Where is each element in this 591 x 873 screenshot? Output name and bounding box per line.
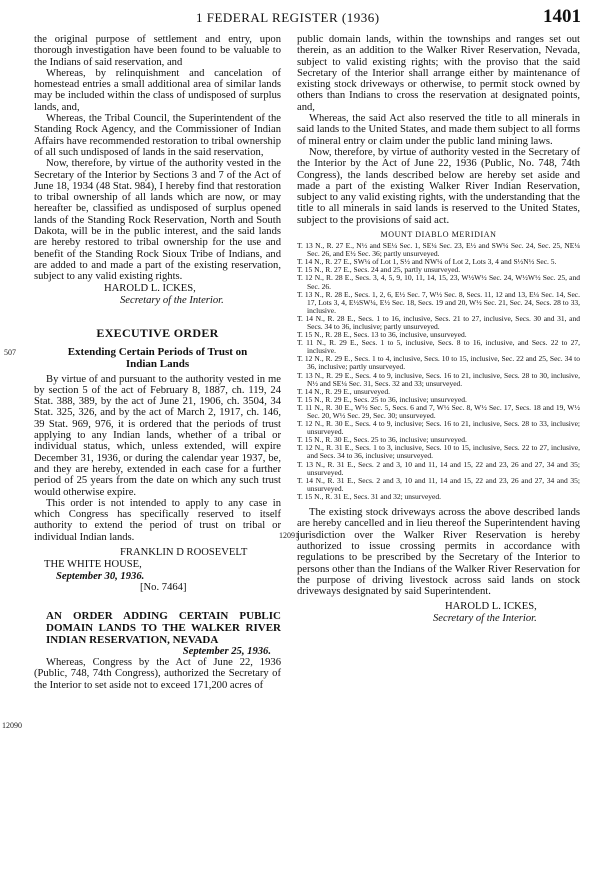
land-description-list — [297, 242, 580, 501]
paragraph: the original purpose of settlement and entry, upon thorough investigation have been found to be valuable to the Indians of said reservation, and — [34, 34, 281, 68]
land-description: T. 15 N., R. 27 E., Secs. 24 and 25, partly unsurveyed. — [297, 265, 461, 275]
paragraph: Whereas, by relinquishment and cancelation of homestead entries a small additional area of similar lands may be included within the class of undisposed of surplus lands, and, — [34, 67, 281, 113]
meridian-heading: MOUNT DIABLO MERIDIAN — [380, 230, 497, 240]
issuing-office: THE WHITE HOUSE, — [44, 558, 142, 570]
signature-name: HAROLD L. ICKES, — [104, 282, 196, 294]
paragraph: public domain lands, within the townships and ranges set out therein, as an addition to the Walker River Reservation, Nevada, subject to valid existing rights; with the proviso that the said Secretary of the Interior shall arrange either by maintenance of existing stock driveways or otherwise, to permit stock owned by others than Indians to cross the reservation at designated points, and, — [297, 34, 580, 113]
land-description: T. 13 N., R. 28 E., Secs. 1, 2, 6, E½ Sec. 7, W½ Sec. 8, Secs. 11, 12 and 13, E¼ Sec. 14, Sec. 17, Lots 3, 4, E½SW¼, E½ Sec. 18, Secs. 19 and 20, W½ Sec. 21, Sec. 24, Secs. 28 to 33, inclusive. — [297, 289, 580, 315]
land-description: T. 14 N., R. 31 E., Secs. 2 and 3, 10 and 11, 14 and 15, 22 and 23, 26 and 27, 34 and 35; unsurveyed. — [297, 475, 580, 493]
order-number: [No. 7464] — [140, 581, 187, 593]
signature-title: Secretary of the Interior. — [120, 294, 224, 306]
margin-note-507: 507 — [4, 348, 16, 357]
land-description: T. 12 N., R. 28 E., Secs. 3, 4, 5, 9, 10, 11, 14, 15, 23, W½W½ Sec. 24, W½W½ Sec. 25, and Sec. 26. — [297, 273, 580, 291]
land-description: T. 15 N., R. 31 E., Secs. 31 and 32; unsurveyed. — [297, 491, 442, 501]
paragraph: Now, therefore, by virtue of authority vested in the Secretary of the Interior by the Act of June 22, 1936 (Public, No. 748, 74th Congress), the lands described below are hereby set aside and made a part of the existing Walker River Indian Reservation, subject to any valid existing rights, with the understanding that the title to all minerals in said lands is reserved to the United States, subject to the provisions of said act. — [297, 146, 580, 226]
paragraph: The existing stock driveways across the above described lands are hereby cancelled and in lieu thereof the Superintendent having jurisdiction over the Walker River Reservation is hereby authorized to issue crossing permits in accordance with regulations to be prescribed by the Secretary of the Interior to persons other than the Indians of the Walker River Reservation for the purpose of driving livestock across said lands on stock driveways designated by said Superintendent. — [297, 507, 580, 598]
paragraph: This order is not intended to apply to any case in which Congress has specifically reserved to itself authority to extend the period of trust on tribal or individual Indian lands. — [34, 497, 281, 543]
page-header — [0, 6, 591, 30]
signature-title: Secretary of the Interior. — [433, 613, 537, 625]
land-description: T. 13 N., R. 31 E., Secs. 2 and 3, 10 and 11, 14 and 15, 22 and 23, 26 and 27, 34 and 35; unsurveyed. — [297, 459, 580, 477]
right-column — [297, 34, 580, 625]
signature-name: HAROLD L. ICKES, — [445, 601, 537, 613]
land-description: T. 11 N., R. 30 E., W½ Sec. 5, Secs. 6 and 7, W½ Sec. 8, W½ Sec. 17, Secs. 18 and 19, W½ Sec. 20, W½ Sec. 29, Sec. 30; unsurveyed. — [297, 402, 580, 421]
land-description: T. 15 N., R. 29 E., Secs. 25 to 36, inclusive; unsurveyed. — [297, 394, 467, 404]
land-description: T. 15 N., R. 30 E., Secs. 25 to 36, inclusive; unsurveyed. — [297, 435, 467, 445]
land-description: T. 12 N., R. 29 E., Secs. 1 to 4, inclusive, Secs. 10 to 15, inclusive, Sec. 22 and 25, Sec. 34 to 36, inclusive; partly unsurveyed. — [297, 354, 580, 372]
section-heading: AN ORDER ADDING CERTAIN PUBLIC DOMAIN LANDS TO THE WALKER RIVER INDIAN RESERVATION, NEVADA — [46, 609, 281, 646]
land-description: T. 13 N., R. 27 E., N½ and SE¼ Sec. 1, SE¼ Sec. 23, E½ and SW¼ Sec. 24, Sec. 25, NE¼ Sec. 26, and E½ Sec. 36; partly unsurveyed. — [297, 241, 580, 259]
order-date: September 30, 1936. — [56, 570, 145, 582]
land-description: T. 15 N., R. 28 E., Secs. 13 to 36, inclusive, unsurveyed. — [297, 330, 467, 340]
order-date: September 25, 1936. — [182, 645, 271, 657]
land-description: T. 14 N., R. 29 E., unsurveyed. — [297, 386, 390, 396]
paragraph: Whereas, Congress by the Act of June 22, 1936 (Public, 748, 74th Congress), authorized the Secretary of the Interior to set aside not to exceed 171,200 acres of — [34, 656, 281, 691]
page-number: 1401 — [543, 6, 581, 27]
land-description: T. 14 N., R. 28 E., Secs. 1 to 16, inclusive, Secs. 21 to 27, inclusive, Secs. 30 and 31, and Secs. 34 to 36, inclusive; partly unsurveyed. — [297, 313, 580, 331]
running-title: 1 FEDERAL REGISTER (1936) — [196, 10, 380, 25]
signature-name: FRANKLIN D ROOSEVELT — [120, 546, 248, 558]
land-description: T. 11 N., R. 29 E., Secs. 1 to 5, inclusive, Secs. 8 to 16, inclusive, and Secs. 22 to 27, inclusive. — [297, 338, 580, 356]
section-heading: EXECUTIVE ORDER — [96, 325, 219, 340]
margin-note-12090: 12090 — [2, 721, 22, 730]
paragraph: By virtue of and pursuant to the authority vested in me by section 5 of the act of February 8, 1887, ch. 119, 24 Stat. 388, 389, by the act of June 21, 1906, ch. 3504, 34 Stat. 325, 326, and by the act of March 2, 1917, ch. 146, 39 Stat. 969, 976, it is ordered that the periods of trust applying to any Indian lands, whether of a tribal or individual status, which, unless extended, will expire December 31, 1936, or during the calendar year 1937, be, and they are hereby, extended in each case for a further period of 25 years from the date on which any such trust would otherwise expire. — [34, 373, 281, 498]
paragraph: Now, therefore, by virtue of the authority vested in the Secretary of the Interior by Sections 3 and 7 of the Act of June 18, 1934 (48 Stat. 984), I hereby find that restoration to tribal ownership of all lands which are now, or may hereafter be, classified as undisposed of surplus opened lands of the Standing Rock Reservation, North and South Dakota, will be in the public interest, and the said lands are hereby restored to tribal ownership for the use and benefit of the Standing Rock Sioux Tribe of Indians, and are added to and made a part of the existing reservation, subject to any valid existing rights. — [34, 158, 281, 283]
land-description: T. 13 N., R. 29 E., Secs. 4 to 9, inclusive, Secs. 16 to 21, inclusive, Secs. 28 to 30, inclusive, N½ and SE¼ Sec. 31, Secs. 32 and 33; unsurveyed. — [297, 370, 580, 388]
paragraph: Whereas, the Tribal Council, the Superintendent of the Standing Rock Agency, and the Commissioner of Indian Affairs have recommended restoration to tribal ownership of all such undisposed of lands in the said reservation, — [34, 113, 281, 158]
left-column — [34, 34, 281, 691]
margin-note-12091: 12091 — [279, 531, 299, 540]
land-description: T. 14 N., R. 27 E., SW¼ of Lot 1, S½ and NW¼ of Lot 2, Lots 3, 4 and S½N½ Sec. 5. — [297, 257, 557, 267]
land-description: T. 12 N., R. 30 E., Secs. 4 to 9, inclusive; Secs. 16 to 21, inclusive, Secs. 28 to 33, inclusive; unsurveyed. — [297, 419, 580, 437]
section-subheading: Extending Certain Periods of Trust on Indian Lands — [67, 345, 248, 370]
land-description: T. 12 N., R. 31 E., Secs. 1 to 3, inclusive, Secs. 10 to 15, inclusive, Secs. 22 to 27, inclusive, and Secs. 34 to 36, inclusive; unsurveyed. — [297, 443, 580, 461]
paragraph: Whereas, the said Act also reserved the title to all minerals in said lands to the United States, and made them subject to all forms of mineral entry or claim under the public land mining laws. — [297, 113, 580, 147]
